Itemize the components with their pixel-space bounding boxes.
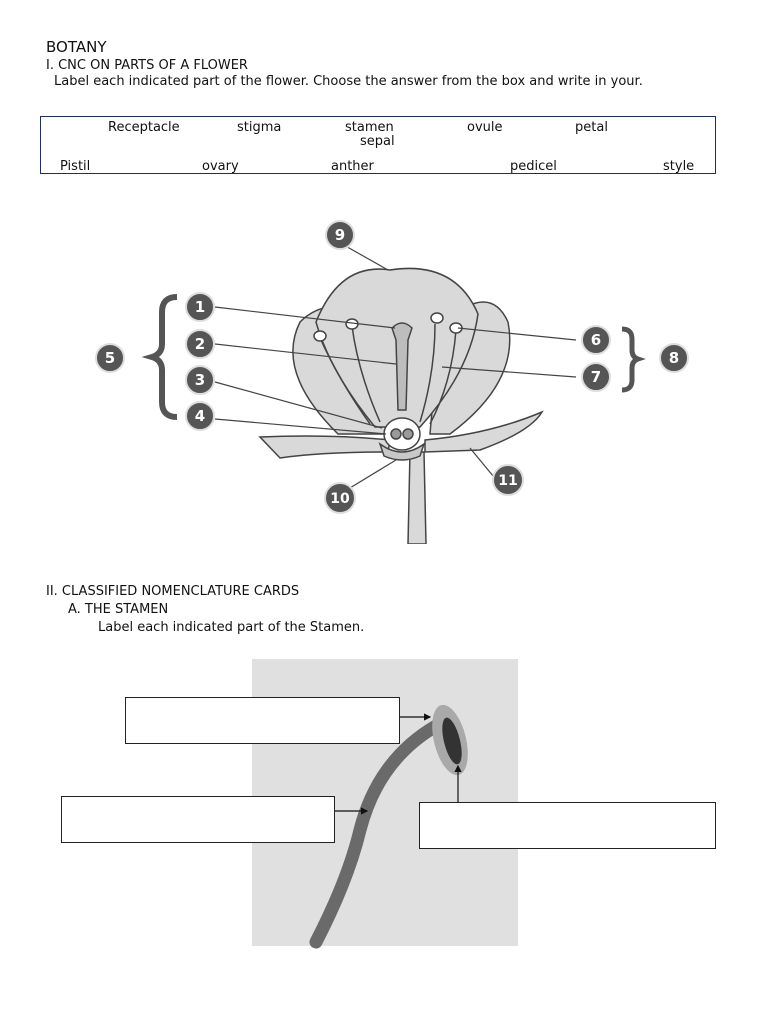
ovule-right [403, 429, 413, 439]
section-2-heading: II. CLASSIFIED NOMENCLATURE CARDS [46, 584, 300, 599]
badge-4 [186, 402, 214, 430]
svg-text:1: 1 [194, 298, 206, 316]
badge-8 [660, 344, 688, 372]
bracket-right [622, 329, 638, 390]
flower-diagram [90, 212, 700, 544]
svg-text:7: 7 [590, 368, 602, 386]
word-sepal: sepal [360, 134, 395, 149]
section-2a-instructions: Label each indicated part of the Stamen. [98, 620, 365, 635]
stem [408, 452, 426, 544]
badge-6 [582, 326, 610, 354]
badge-1 [186, 293, 214, 321]
section-1-heading: I. CNC ON PARTS OF A FLOWER [46, 58, 248, 73]
word-ovule: ovule [467, 120, 503, 135]
anther-3 [431, 313, 443, 323]
ovule-left [391, 429, 401, 439]
word-petal: petal [575, 120, 608, 135]
word-ovary: ovary [202, 159, 239, 174]
badge-10 [325, 483, 355, 513]
svg-text:2: 2 [194, 335, 206, 353]
badge-11 [493, 465, 523, 495]
word-stamen: stamen [345, 120, 394, 135]
label-box-pollen[interactable] [419, 802, 716, 849]
word-stigma: stigma [237, 120, 282, 135]
svg-text:11: 11 [498, 473, 518, 489]
section-1-instructions: Label each indicated part of the flower. Choose the answer from the box and write in your. [54, 74, 643, 89]
badge-3 [186, 366, 214, 394]
svg-text:8: 8 [668, 349, 680, 367]
sepal-left [260, 436, 390, 458]
svg-text:10: 10 [330, 491, 350, 507]
badge-7 [582, 363, 610, 391]
badge-9 [326, 221, 354, 249]
word-receptacle: Receptacle [108, 120, 180, 135]
anther-halo [426, 701, 474, 779]
word-pistil: Pistil [60, 159, 91, 174]
bracket-left [152, 297, 177, 417]
word-pedicel: pedicel [510, 159, 557, 174]
svg-text:6: 6 [590, 331, 602, 349]
page-title: BOTANY [46, 38, 107, 56]
ovary [384, 418, 420, 450]
svg-text:4: 4 [194, 407, 206, 425]
section-2a-heading: A. THE STAMEN [68, 602, 169, 617]
word-anther: anther [331, 159, 374, 174]
word-style: style [663, 159, 695, 174]
label-box-filament[interactable] [61, 796, 335, 843]
word-bank-box [40, 116, 716, 174]
anther-sac [438, 716, 465, 766]
anther-2 [314, 331, 326, 341]
svg-text:9: 9 [334, 226, 346, 244]
label-box-anther[interactable] [125, 697, 400, 744]
svg-text:3: 3 [194, 371, 206, 389]
svg-text:5: 5 [104, 349, 116, 367]
badge-5 [96, 344, 124, 372]
badge-2 [186, 330, 214, 358]
